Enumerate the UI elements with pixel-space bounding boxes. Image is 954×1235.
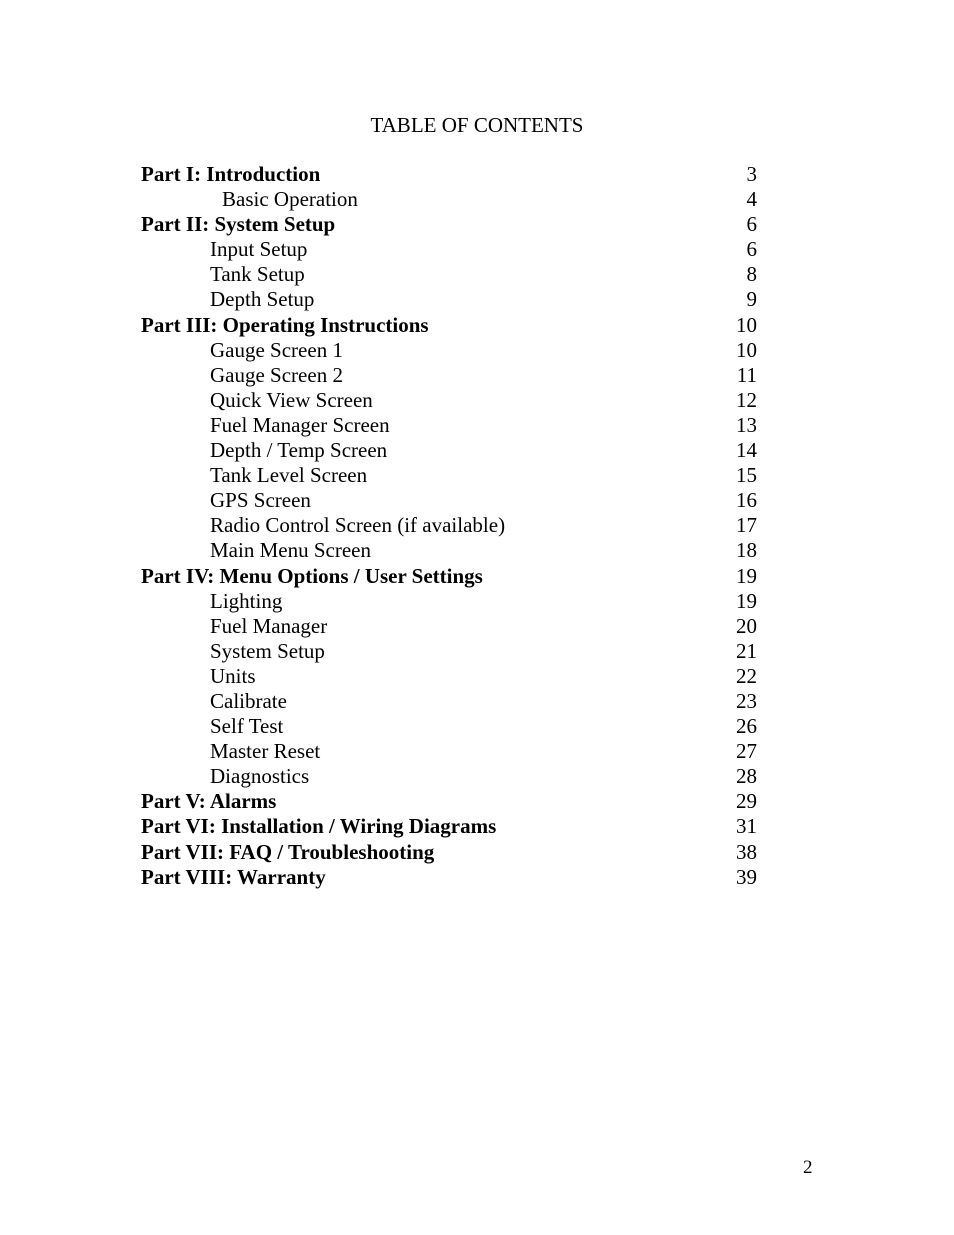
toc-entry-label: Diagnostics	[210, 764, 310, 789]
toc-section-entry	[141, 739, 757, 764]
toc-entry-page-number: 10	[736, 312, 757, 337]
toc-entry-label: Input Setup	[210, 237, 308, 262]
toc-section-entry	[141, 363, 757, 388]
toc-entry-label: Part VI: Installation / Wiring Diagrams	[141, 814, 497, 839]
toc-entry-page-number: 4	[746, 187, 757, 212]
toc-entry-page-number: 26	[736, 714, 757, 739]
toc-section-entry	[141, 413, 757, 438]
toc-entry-page-number: 20	[736, 613, 757, 638]
toc-entry-page-number: 8	[746, 262, 757, 287]
toc-entry-label: Part I: Introduction	[141, 162, 321, 186]
toc-part-entry	[141, 162, 757, 187]
toc-entry-label: System Setup	[210, 638, 325, 663]
toc-entry-label: Fuel Manager	[210, 613, 328, 638]
toc-section-entry	[141, 237, 757, 262]
toc-entry-label: Tank Setup	[210, 262, 305, 287]
toc-entry-label: Calibrate	[210, 688, 287, 713]
toc-section-entry	[141, 262, 757, 287]
toc-entry-label: Part V: Alarms	[141, 789, 277, 814]
toc-part-entry	[141, 814, 757, 839]
toc-section-entry	[141, 187, 757, 212]
toc-entry-page-number: 19	[736, 563, 757, 588]
toc-section-entry	[141, 438, 757, 463]
toc-entry-page-number: 17	[736, 513, 757, 538]
toc-entry-label: Part III: Operating Instructions	[141, 312, 429, 337]
toc-entry-label: GPS Screen	[210, 488, 311, 513]
toc-entry-label: Basic Operation	[222, 187, 358, 212]
toc-part-entry	[141, 865, 757, 890]
toc-entry-label: Fuel Manager Screen	[210, 412, 390, 437]
toc-entry-label: Tank Level Screen	[210, 463, 368, 488]
toc-entry-page-number: 38	[736, 839, 757, 864]
toc-entry-page-number: 18	[736, 538, 757, 563]
toc-section-entry	[141, 764, 757, 789]
toc-section-entry	[141, 614, 757, 639]
toc-title: TABLE OF CONTENTS	[370, 113, 584, 137]
toc-section-entry	[141, 639, 757, 664]
toc-part-entry	[141, 564, 757, 589]
toc-entry-label: Main Menu Screen	[210, 538, 371, 563]
toc-entry-page-number: 31	[736, 814, 757, 839]
toc-entry-label: Part VII: FAQ / Troubleshooting	[141, 839, 435, 864]
toc-entry-label: Lighting	[210, 588, 283, 613]
toc-section-entry	[141, 589, 757, 614]
toc-part-entry	[141, 840, 757, 865]
toc-section-entry	[141, 538, 757, 563]
toc-part-entry	[141, 313, 757, 338]
toc-entry-page-number: 22	[736, 663, 757, 688]
toc-part-entry	[141, 789, 757, 814]
toc-section-entry	[141, 714, 757, 739]
toc-section-entry	[141, 388, 757, 413]
toc-entry-label: Depth Setup	[210, 287, 315, 312]
toc-entry-page-number: 29	[736, 789, 757, 814]
toc-entry-page-number: 3	[746, 162, 757, 186]
toc-list	[141, 162, 757, 890]
toc-entry-page-number: 6	[746, 212, 757, 237]
toc-entry-page-number: 27	[736, 739, 757, 764]
toc-entry-page-number: 15	[736, 463, 757, 488]
page-number: 2	[803, 1157, 813, 1178]
toc-entry-page-number: 23	[736, 688, 757, 713]
toc-section-entry	[141, 513, 757, 538]
toc-entry-page-number: 21	[736, 638, 757, 663]
toc-entry-label: Gauge Screen 1	[210, 337, 343, 362]
toc-section-entry	[141, 488, 757, 513]
toc-part-entry	[141, 212, 757, 237]
toc-section-entry	[141, 463, 757, 488]
toc-entry-label: Part II: System Setup	[141, 212, 336, 237]
toc-entry-label: Gauge Screen 2	[210, 362, 343, 387]
toc-entry-page-number: 28	[736, 764, 757, 789]
toc-entry-page-number: 10	[736, 337, 757, 362]
toc-entry-page-number: 6	[746, 237, 757, 262]
toc-entry-page-number: 13	[736, 412, 757, 437]
toc-entry-label: Depth / Temp Screen	[210, 438, 388, 463]
toc-entry-label: Self Test	[210, 714, 284, 739]
toc-entry-page-number: 12	[736, 387, 757, 412]
toc-entry-label: Units	[210, 663, 256, 688]
toc-entry-page-number: 19	[736, 588, 757, 613]
toc-entry-label: Radio Control Screen (if available)	[210, 513, 506, 538]
toc-entry-label: Part IV: Menu Options / User Settings	[141, 563, 483, 588]
toc-section-entry	[141, 287, 757, 312]
toc-entry-label: Part VIII: Warranty	[141, 864, 326, 889]
toc-entry-page-number: 16	[736, 488, 757, 513]
toc-entry-page-number: 11	[736, 362, 757, 387]
toc-section-entry	[141, 689, 757, 714]
toc-entry-label: Master Reset	[210, 739, 321, 764]
toc-entry-page-number: 9	[746, 287, 757, 312]
toc-entry-label: Quick View Screen	[210, 387, 373, 412]
toc-entry-page-number: 14	[736, 438, 757, 463]
toc-section-entry	[141, 338, 757, 363]
toc-section-entry	[141, 664, 757, 689]
toc-entry-page-number: 39	[736, 864, 757, 889]
